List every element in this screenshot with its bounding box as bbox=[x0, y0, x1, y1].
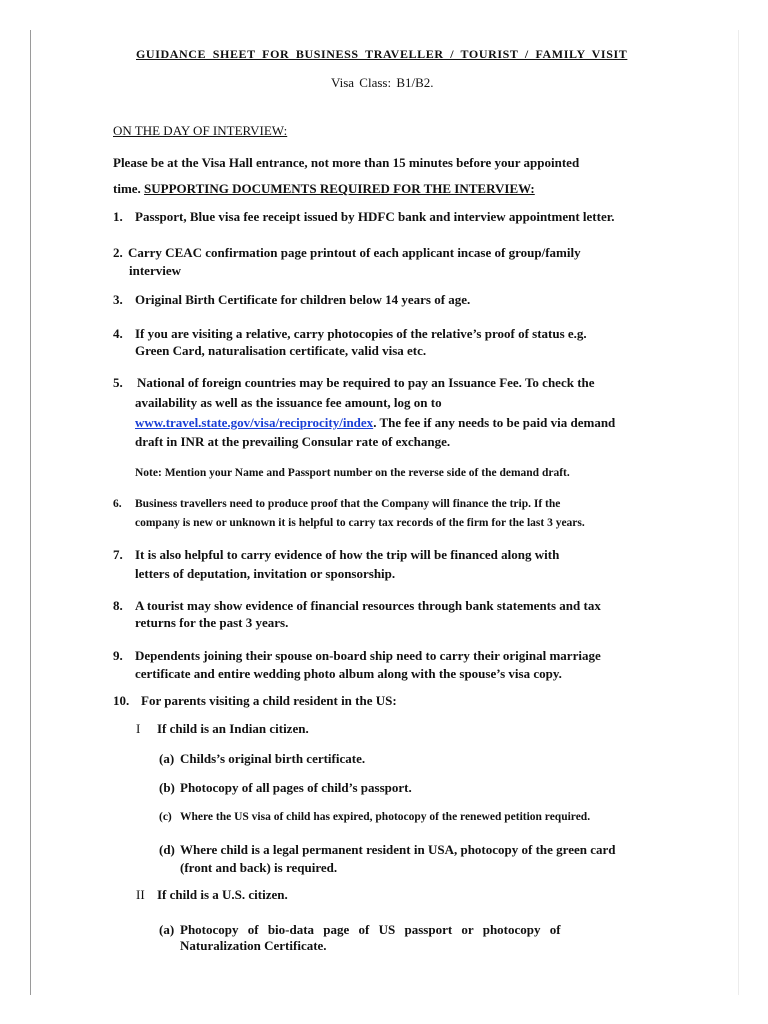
item-8-number: 8. bbox=[113, 598, 123, 613]
item-9-text-line-2: certificate and entire wedding photo album along with the spouse’s visa copy. bbox=[135, 666, 562, 681]
section-1-c-label: (c) bbox=[159, 811, 172, 823]
intro-line-2 bbox=[113, 181, 535, 197]
item-10-number: 10. bbox=[113, 693, 130, 708]
visa-class-subtitle: Visa Class: B1/B2. bbox=[331, 75, 434, 90]
section-2-numeral: II bbox=[136, 887, 145, 902]
item-3-number: 3. bbox=[113, 292, 123, 307]
section-1-b-text: Photocopy of all pages of child’s passport. bbox=[180, 780, 412, 795]
supporting-docs-heading: SUPPORTING DOCUMENTS REQUIRED FOR THE INTERVIEW: bbox=[144, 181, 535, 196]
item-1-number: 1. bbox=[113, 209, 123, 224]
item-9-text-line-1: Dependents joining their spouse on-board ship need to carry their original marriage bbox=[135, 648, 601, 663]
item-7-text-line-1: It is also helpful to carry evidence of how the trip will be financed along with bbox=[135, 547, 560, 562]
item-9-number: 9. bbox=[113, 648, 123, 663]
interview-day-heading: ON THE DAY OF INTERVIEW: bbox=[113, 123, 288, 138]
item-6-text-line-1: Business travellers need to produce proof that the Company will finance the trip. If the bbox=[135, 498, 561, 510]
item-4-text-line-2: Green Card, naturalisation certificate, valid visa etc. bbox=[135, 343, 427, 358]
section-1-c-text: Where the US visa of child has expired, photocopy of the renewed petition required. bbox=[180, 811, 591, 823]
item-4-number: 4. bbox=[113, 326, 123, 341]
item-8-text-line-1: A tourist may show evidence of financial resources through bank statements and tax bbox=[135, 598, 601, 613]
section-1-a-label: (a) bbox=[159, 751, 175, 766]
section-2-a-label: (a) bbox=[159, 922, 175, 937]
intro-line-1: Please be at the Visa Hall entrance, not more than 15 minutes before your appointed bbox=[113, 155, 580, 170]
item-10-text: For parents visiting a child resident in the US: bbox=[141, 693, 397, 708]
left-margin-rule bbox=[30, 30, 31, 995]
section-2-a-text-line-2: Naturalization Certificate. bbox=[180, 938, 327, 953]
item-5-text-line-3-suffix: . The fee if any needs to be paid via demand bbox=[373, 415, 616, 430]
section-1-d-text-line-2: (front and back) is required. bbox=[180, 860, 338, 875]
item-5-text-line-4: draft in INR at the prevailing Consular rate of exchange. bbox=[135, 434, 451, 449]
right-margin-rule bbox=[738, 30, 739, 995]
intro-line-2-prefix: time. bbox=[113, 181, 141, 196]
item-2-number: 2. bbox=[113, 245, 123, 260]
item-2-text-line-1: Carry CEAC confirmation page printout of each applicant incase of group/family bbox=[128, 245, 581, 260]
item-7-number: 7. bbox=[113, 547, 123, 562]
item-6-number: 6. bbox=[113, 498, 122, 510]
document-title: GUIDANCE SHEET FOR BUSINESS TRAVELLER / TOURIST / FAMILY VISIT bbox=[136, 47, 628, 61]
section-1-d-label: (d) bbox=[159, 842, 175, 857]
section-1-d-text-line-1: Where child is a legal permanent resident in USA, photocopy of the green card bbox=[180, 842, 616, 857]
section-2-heading: If child is a U.S. citizen. bbox=[157, 887, 288, 902]
item-5-number: 5. bbox=[113, 375, 123, 390]
item-2-text-line-2: interview bbox=[129, 263, 181, 278]
section-1-numeral: I bbox=[136, 721, 141, 736]
item-3-text: Original Birth Certificate for children below 14 years of age. bbox=[135, 292, 471, 307]
item-5-text-line-3 bbox=[135, 415, 615, 431]
demand-draft-note: Note: Mention your Name and Passport number on the reverse side of the demand draft. bbox=[135, 467, 570, 479]
item-5-text-line-2: availability as well as the issuance fee amount, log on to bbox=[135, 395, 442, 410]
section-2-a-text-line-1: Photocopy of bio-data page of US passport or photocopy of bbox=[180, 922, 561, 937]
item-5-text-line-1: National of foreign countries may be required to pay an Issuance Fee. To check the bbox=[137, 375, 595, 390]
item-6-text-line-2: company is new or unknown it is helpful to carry tax records of the firm for the last 3 years. bbox=[135, 517, 585, 529]
reciprocity-link[interactable]: www.travel.state.gov/visa/reciprocity/index bbox=[135, 415, 374, 430]
item-8-text-line-2: returns for the past 3 years. bbox=[135, 615, 289, 630]
item-7-text-line-2: letters of deputation, invitation or sponsorship. bbox=[135, 566, 396, 581]
section-1-b-label: (b) bbox=[159, 780, 175, 795]
item-1-text: Passport, Blue visa fee receipt issued by HDFC bank and interview appointment letter. bbox=[135, 209, 615, 224]
section-1-a-text: Childs’s original birth certificate. bbox=[180, 751, 366, 766]
section-1-heading: If child is an Indian citizen. bbox=[157, 721, 309, 736]
item-4-text-line-1: If you are visiting a relative, carry photocopies of the relative’s proof of status e.g. bbox=[135, 326, 587, 341]
